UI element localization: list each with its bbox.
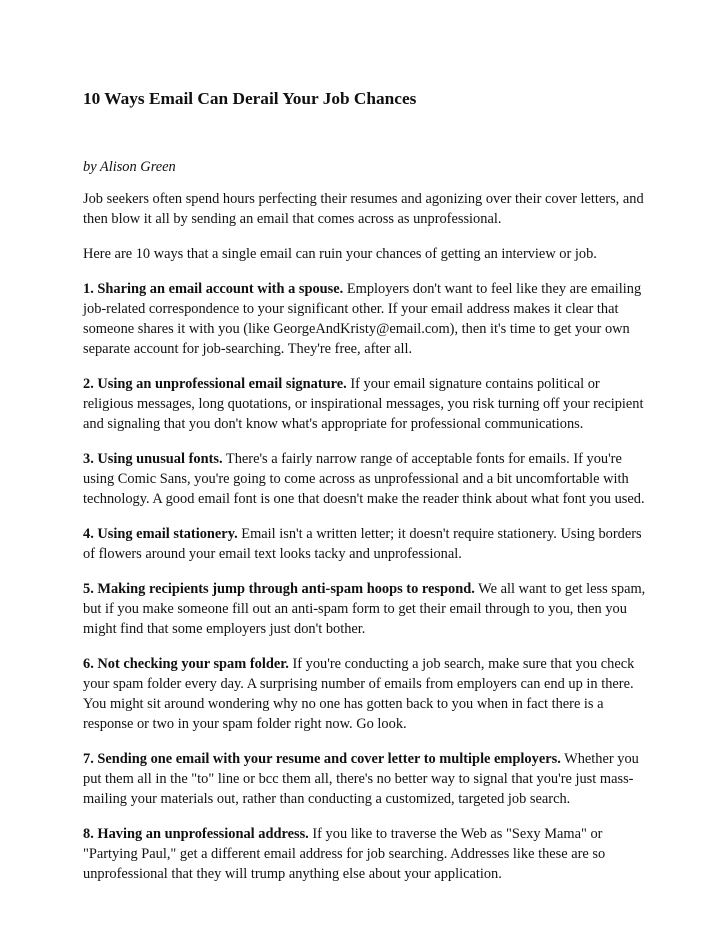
item-heading: 5. Making recipients jump through anti-spam hoops to respond.	[83, 581, 475, 597]
list-item	[83, 524, 648, 564]
item-heading: 1. Sharing an email account with a spouse.	[83, 281, 344, 297]
item-heading: 7. Sending one email with your resume and cover letter to multiple employers.	[83, 751, 561, 767]
list-item	[83, 449, 648, 509]
item-text: We all want to get less spam, but if you make someone fill out an anti-spam form to get their email through to you, then you might find that some employers just don't bother.	[83, 581, 646, 637]
item-text: Employers don't want to feel like they are emailing job-related correspondence to your significant other. If your email address makes it clear that someone shares it with you (like GeorgeAndKristy@email.com), then it's time to get your own separate account for job-searching. They're free, after all.	[83, 281, 642, 357]
item-text: If you're conducting a job search, make sure that you check your spam folder every day. A surprising number of emails from employers can end up in there. You might sit around wondering why no one has gotten back to you when in fact there is a response or two in your spam folder right now. Go look.	[83, 656, 635, 732]
item-heading: 4. Using email stationery.	[83, 526, 238, 542]
list-item	[83, 279, 648, 359]
list-item	[83, 824, 648, 884]
intro-paragraph: Job seekers often spend hours perfecting their resumes and agonizing over their cover letters, and then blow it all by sending an email that comes across as unprofessional.	[83, 191, 644, 227]
list-item	[83, 579, 648, 639]
item-text: If your email signature contains political or religious messages, long quotations, or inspirational messages, you risk turning off your recipient and signaling that you don't know what's appropriate for professional communications.	[83, 376, 644, 432]
article-title: 10 Ways Email Can Derail Your Job Chances	[83, 89, 417, 108]
item-heading: 3. Using unusual fonts.	[83, 451, 223, 467]
item-text: If you like to traverse the Web as "Sexy Mama" or "Partying Paul," get a different email address for job searching. Addresses like these are so unprofessional that they will trump anything else about your application.	[83, 826, 606, 882]
article-body	[83, 189, 648, 899]
list-item	[83, 654, 648, 734]
intro-paragraph: Here are 10 ways that a single email can ruin your chances of getting an interview or job.	[83, 246, 597, 262]
item-text: Whether you put them all in the "to" line or bcc them all, there's no better way to signal that you're just mass-mailing your materials out, rather than conducting a customized, targeted job search.	[83, 751, 639, 807]
item-heading: 2. Using an unprofessional email signature.	[83, 376, 347, 392]
item-heading: 6. Not checking your spam folder.	[83, 656, 289, 672]
item-text: Email isn't a written letter; it doesn't require stationery. Using borders of flowers around your email text looks tacky and unprofessional.	[83, 526, 642, 562]
article-byline: by Alison Green	[83, 159, 176, 175]
list-item	[83, 374, 648, 434]
item-heading: 8. Having an unprofessional address.	[83, 826, 309, 842]
list-item	[83, 749, 648, 809]
item-text: There's a fairly narrow range of acceptable fonts for emails. If you're using Comic Sans, you're going to come across as unprofessional and a bit uncomfortable with technology. A good email font is one that doesn't make the reader think about what font you used.	[83, 451, 645, 507]
